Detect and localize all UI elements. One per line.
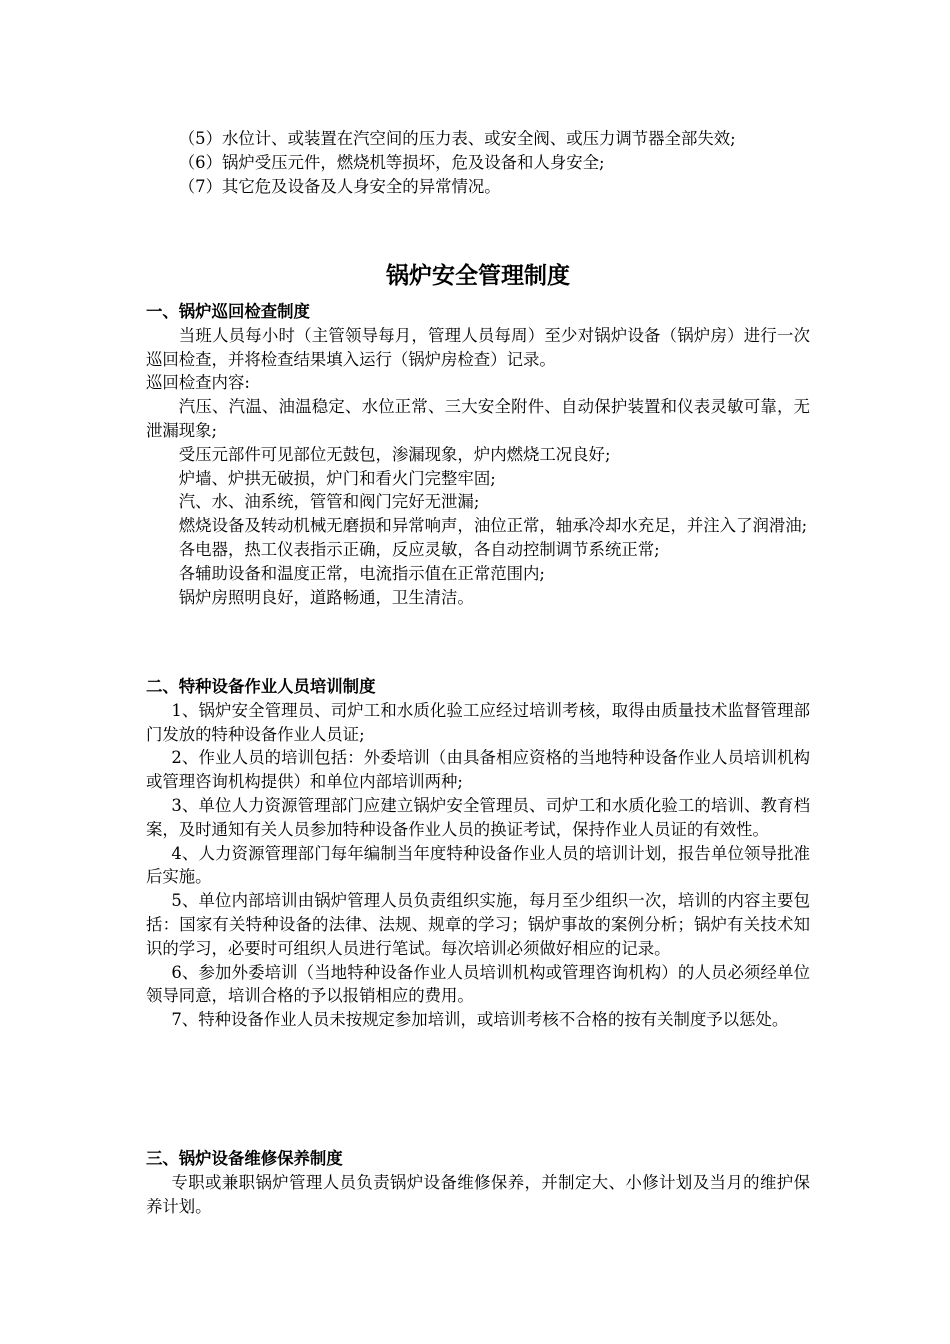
section-2-heading: 二、特种设备作业人员培训制度 [146,677,376,696]
section-2-item: 1、锅炉安全管理员、司炉工和水质化验工应经过培训考核，取得由质量技术监督管理部门发放的特种设备作业人员证; [146,700,810,744]
page-title: 锅炉安全管理制度 [386,263,570,289]
section-2-item: 7、特种设备作业人员未按规定参加培训，或培训考核不合格的按有关制度予以惩处。 [171,1010,789,1030]
top-item-6: （6）锅炉受压元件，燃烧机等损坏，危及设备和人身安全; [178,152,605,172]
section-2-item: 5、单位内部培训由锅炉管理人员负责组织实施，每月至少组织一次，培训的内容主要包括：国家有关特种设备的法律、法规、规章的学习；锅炉事故的案例分析；锅炉有关技术知识的学习，必要时可组织人员进行笔试。每次培训必须做好相应的记录。 [146,891,810,958]
section-2-item: 2、作业人员的培训包括：外委培训（由具备相应资格的当地特种设备作业人员培训机构或管理咨询机构提供）和单位内部培训两种; [146,748,810,792]
section-1-item: 受压元部件可见部位无鼓包，渗漏现象，炉内燃烧工况良好; [178,444,611,464]
section-1-item: 炉墙、炉拱无破损，炉门和看火门完整牢固; [178,468,496,488]
section-1-heading: 一、锅炉巡回检查制度 [146,302,310,321]
section-1-item: 各辅助设备和温度正常，电流指示值在正常范围内; [178,563,545,583]
section-2-item: 4、人力资源管理部门每年编制当年度特种设备作业人员的培训计划，报告单位领导批准后实施。 [146,843,810,887]
top-item-7: （7）其它危及设备及人身安全的异常情况。 [178,176,501,196]
section-1-item: 各电器，热工仪表指示正确，反应灵敏，各自动控制调节系统正常; [178,539,660,559]
section-1-content-label: 巡回检查内容: [146,373,250,393]
section-2 [146,675,810,1032]
section-1-item: 汽压、汽温、油温稳定、水位正常、三大安全附件、自动保护装置和仪表灵敏可靠，无泄漏现象; [146,397,810,440]
section-1-item: 汽、水、油系统，管管和阀门完好无泄漏; [178,492,480,512]
section-1 [146,300,810,609]
section-1-item: 燃烧设备及转动机械无磨损和异常响声，油位正常，轴承冷却水充足，并注入了润滑油; [178,516,808,536]
top-items [146,127,810,198]
section-3-heading: 三、锅炉设备维修保养制度 [146,1149,343,1168]
section-1-item: 锅炉房照明良好，道路畅通，卫生清洁。 [178,587,474,607]
section-3 [146,1147,810,1218]
section-1-intro: 当班人员每小时（主管领导每月，管理人员每周）至少对锅炉设备（锅炉房）进行一次巡回检查，并将检查结果填入运行（锅炉房检查）记录。 [146,325,810,369]
section-2-item: 6、参加外委培训（当地特种设备作业人员培训机构或管理咨询机构）的人员必须经单位领导同意，培训合格的予以报销相应的费用。 [146,962,810,1006]
top-item-5: （5）水位计、或装置在汽空间的压力表、或安全阀、或压力调节器全部失效; [178,129,736,148]
section-2-item: 3、单位人力资源管理部门应建立锅炉安全管理员、司炉工和水质化验工的培训、教育档案，及时通知有关人员参加特种设备作业人员的换证考试，保持作业人员证的有效性。 [146,795,810,839]
section-3-item: 专职或兼职锅炉管理人员负责锅炉设备维修保养，并制定大、小修计划及当月的维护保养计划。 [146,1172,810,1216]
